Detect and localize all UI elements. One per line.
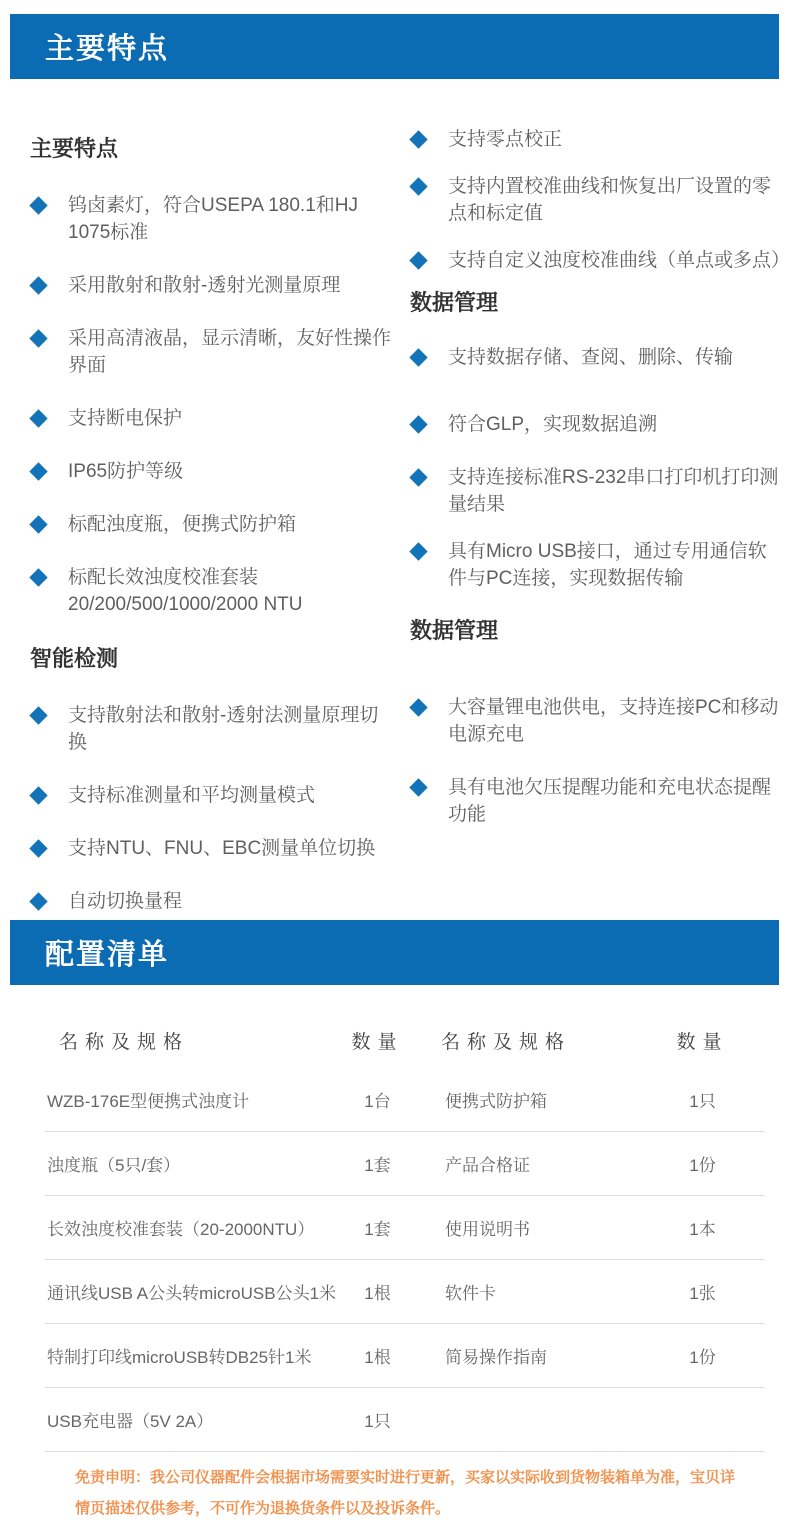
feature-item [30,782,392,809]
feature-text: 支持NTU、FNU、EBC测量单位切换 [68,838,376,859]
feature-text: 采用高清液晶，显示清晰，友好性操作界面 [68,328,392,376]
feature-item [410,774,782,828]
table-cell-name: 使用说明书 [435,1196,640,1260]
diamond-bullet-icon [29,276,47,294]
feature-text: 具有电池欠压提醒功能和充电状态提醒功能 [448,777,772,825]
feature-text: 标配浊度瓶，便携式防护箱 [68,514,297,535]
table-cell-qty: 1份 [640,1132,765,1196]
section-heading-smart-detection: 智能检测 [30,646,119,671]
banner-title-config-list: 配置清单 [45,939,170,971]
table-cell-qty: 1张 [640,1260,765,1324]
feature-item [30,835,392,862]
features-right-column [410,112,790,828]
feature-text: 标配长效浊度校准套装20/200/500/1000/2000 NTU [68,567,303,615]
table-cell-qty: 1根 [320,1260,435,1324]
column-header-qty-right: 数量 [676,1031,729,1053]
feature-item [30,325,392,379]
feature-item [30,272,392,299]
section-banner-config-list [10,920,779,985]
feature-item [410,411,782,438]
diamond-bullet-icon [29,706,47,724]
table-cell-name: 产品合格证 [435,1132,640,1196]
table-cell-name: 特制打印线microUSB转DB25针1米 [45,1324,320,1388]
table-cell-empty [640,1388,765,1452]
feature-text: 大容量锂电池供电，支持连接PC和移动电源充电 [448,697,779,745]
feature-item [30,564,392,618]
diamond-bullet-icon [409,415,427,433]
table-cell-qty: 1根 [320,1324,435,1388]
section-heading-data-management-1: 数据管理 [410,290,499,315]
feature-item [30,702,392,756]
feature-text: IP65防护等级 [68,461,184,482]
diamond-bullet-icon [29,462,47,480]
feature-item [30,511,392,538]
diamond-bullet-icon [29,515,47,533]
table-cell-name: WZB-176E型便携式浊度计 [45,1068,320,1132]
diamond-bullet-icon [29,196,47,214]
diamond-bullet-icon [29,839,47,857]
column-header-qty-left: 数量 [351,1031,404,1053]
table-cell-qty: 1套 [320,1132,435,1196]
diamond-bullet-icon [409,698,427,716]
feature-text: 支持内置校准曲线和恢复出厂设置的零点和标定值 [448,176,772,224]
feature-item [410,464,782,518]
section-banner-features [10,14,779,79]
table-cell-name: 简易操作指南 [435,1324,640,1388]
table-cell-empty [435,1388,640,1452]
table-cell-qty: 1本 [640,1196,765,1260]
feature-text: 采用散射和散射-透射光测量原理 [68,275,341,296]
features-left-column [30,120,392,915]
config-table [45,1012,765,1452]
feature-text: 支持数据存储、查阅、删除、传输 [448,347,734,368]
table-cell-name: 软件卡 [435,1260,640,1324]
diamond-bullet-icon [409,130,427,148]
feature-text: 具有Micro USB接口，通过专用通信软件与PC连接，实现数据传输 [448,541,767,589]
section-heading-main-features: 主要特点 [30,136,119,161]
feature-item [30,458,392,485]
column-header-name-right: 名称及规格 [441,1031,572,1053]
diamond-bullet-icon [409,778,427,796]
diamond-bullet-icon [409,468,427,486]
diamond-bullet-icon [29,329,47,347]
diamond-bullet-icon [29,786,47,804]
table-cell-name: USB充电器（5V 2A） [45,1388,320,1452]
feature-item [410,173,782,227]
feature-text: 自动切换量程 [68,891,183,912]
feature-item [30,405,392,432]
diamond-bullet-icon [29,568,47,586]
feature-text: 支持零点校正 [448,129,563,150]
table-cell-qty: 1只 [320,1388,435,1452]
feature-text: 钨卤素灯，符合USEPA 180.1和HJ 1075标准 [68,195,359,243]
feature-item [30,192,392,246]
feature-item [410,126,782,153]
table-cell-name: 长效浊度校准套装（20-2000NTU） [45,1196,320,1260]
section-heading-data-management-2: 数据管理 [410,618,499,643]
table-cell-name: 便携式防护箱 [435,1068,640,1132]
diamond-bullet-icon [29,409,47,427]
feature-item [410,247,790,274]
banner-title-features: 主要特点 [45,33,170,65]
feature-item [410,344,782,371]
feature-item [410,538,782,592]
feature-text: 支持自定义浊度校准曲线（单点或多点） [448,250,790,271]
diamond-bullet-icon [409,348,427,366]
diamond-bullet-icon [409,542,427,560]
feature-text: 支持断电保护 [68,408,183,429]
table-cell-name: 浊度瓶（5只/套） [45,1132,320,1196]
diamond-bullet-icon [29,892,47,910]
feature-text: 支持连接标准RS-232串口打印机打印测量结果 [448,467,779,515]
feature-text: 支持标准测量和平均测量模式 [68,785,316,806]
table-cell-name: 通讯线USB A公头转microUSB公头1米 [45,1260,320,1324]
table-cell-qty: 1只 [640,1068,765,1132]
table-cell-qty: 1台 [320,1068,435,1132]
feature-text: 支持散射法和散射-透射法测量原理切换 [68,705,379,753]
disclaimer-text: 免责申明：我公司仪器配件会根据市场需要实时进行更新，买家以实际收到货物装箱单为准，宝贝详情页描述仅供参考，不可作为退换货条件以及投诉条件。 [75,1469,736,1517]
feature-text: 符合GLP，实现数据追溯 [448,414,658,435]
diamond-bullet-icon [409,251,427,269]
column-header-name-left: 名称及规格 [59,1031,190,1053]
feature-item [30,888,392,915]
feature-item [410,694,782,748]
table-cell-qty: 1套 [320,1196,435,1260]
diamond-bullet-icon [409,177,427,195]
table-cell-qty: 1份 [640,1324,765,1388]
